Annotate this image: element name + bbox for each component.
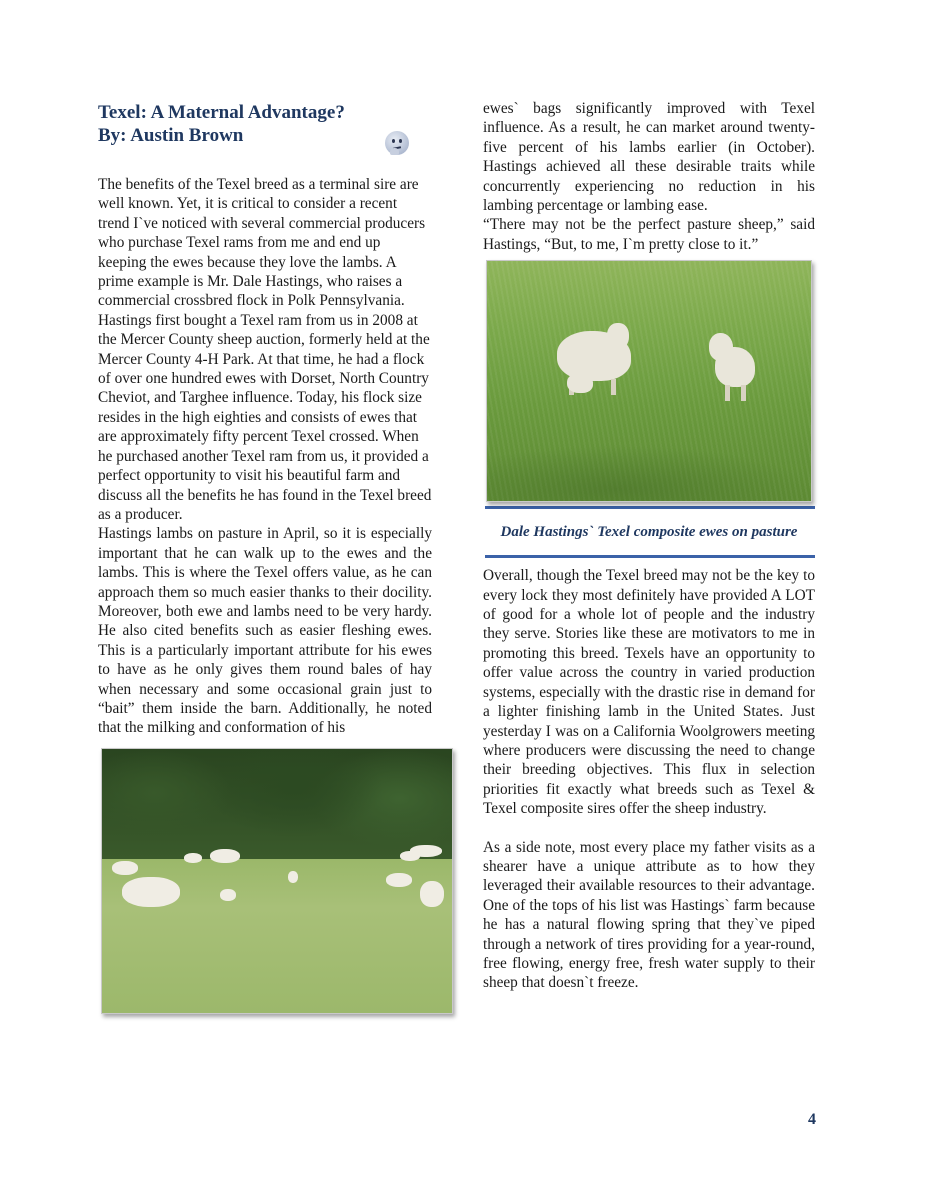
side-note-paragraph: As a side note, most every place my father visits as a shearer have a unique attribute as to how they leveraged their available resources to their advantage. One of the tops of his list was Hastings` farm because he has a natural flowing spring that they`ve piped through a network of tires providing for a year-round, free flowing, energy free, fresh water supply to their sheep that doesn`t freeze. bbox=[483, 838, 815, 992]
pasture-paragraph: Hastings lambs on pasture in April, so it is especially important that he can walk up to the ewes and the lambs. This is where the Texel offers value, as he can approach them so much easier thanks to their docility. Moreover, both ewe and lambs need to be very hardy. He also cited benefits such as easier fleshing ewes. This is a particularly important attribute for his ewes to have as he only gives them round bales of hay when necessary and some occasional grain just to “bait” them inside the barn. Additionally, he noted that the milking and conformation of his bbox=[98, 525, 432, 737]
left-column bbox=[98, 101, 432, 1014]
right-column bbox=[483, 99, 815, 993]
article-title: Texel: A Maternal Advantage? bbox=[98, 102, 345, 123]
field-flock-photo bbox=[101, 748, 453, 1014]
continuation-paragraph: ewes` bags significantly improved with Texel influence. As a result, he can market around twenty-five percent of his lambs earlier (in October). Hastings achieved all these desirable traits while concurrently experiencing no reduction in his lambing percentage or lambing ease. bbox=[483, 100, 815, 215]
caption-top-rule bbox=[485, 506, 815, 509]
overall-paragraph: Overall, though the Texel breed may not be the key to every lock they most definitely have provided A LOT of good for a whole lot of people and the industry they serve. Stories like these are motivators to me in promoting this breed. Texels have an opportunity to offer value across the country in varied production systems, especially with the drastic rise in demand for a lighter finishing lamb in the United States. Just yesterday I was on a California Woolgrowers meeting where producers were discussing the need to change their breeding objectives. This flux in selection priorities fit exactly what breeds such as Texel & Texel composite sires offer the sheep industry. bbox=[483, 567, 815, 818]
hastings-quote: “There may not be the perfect pasture sheep,” said Hastings, “But, to me, I`m pretty close to it.” bbox=[483, 216, 815, 253]
photo-caption: Dale Hastings` Texel composite ewes on pasture bbox=[500, 524, 798, 541]
article-header bbox=[98, 101, 432, 159]
texel-ewes-photo bbox=[486, 260, 812, 502]
article-byline: By: Austin Brown bbox=[98, 125, 244, 146]
page-number: 4 bbox=[808, 1111, 816, 1128]
thinking-face-icon bbox=[385, 131, 409, 155]
intro-paragraph: The benefits of the Texel breed as a terminal sire are well known. Yet, it is critical to consider a recent trend I`ve noticed with several commercial producers who purchase Texel rams from me and end up keeping the ewes because they love the lambs. A prime example is Mr. Dale Hastings, who raises a commercial crossbred flock in Polk Pennsylvania. Hastings first bought a Texel ram from us in 2008 at the Mercer County sheep auction, formerly held at the Mercer County 4-H Park. At that time, he had a flock of over one hundred ewes with Dorset, North Country Cheviot, and Targhee influence. Today, his flock size resides in the high eighties and consists of ewes that are approximately fifty percent Texel crossed. When he purchased another Texel ram from us, it provided a perfect opportunity to visit his beautiful farm and discuss all the benefits he has found in the Texel breed as a producer. bbox=[98, 176, 432, 523]
